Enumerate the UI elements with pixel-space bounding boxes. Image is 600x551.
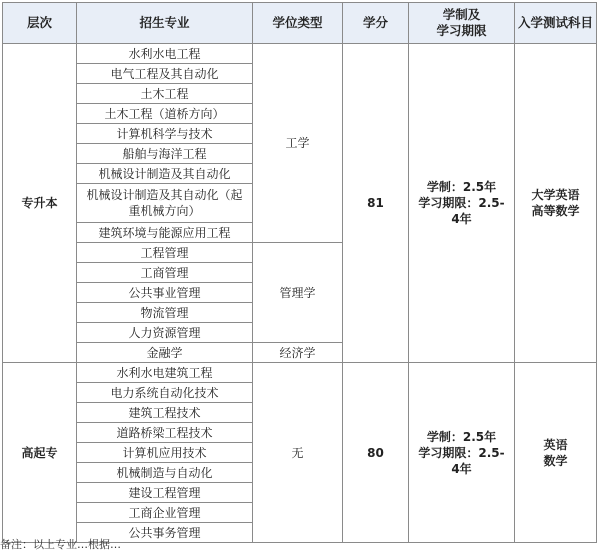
- footnote: 备注：以上专业…根据…: [0, 538, 121, 551]
- major-cell: 机械设计制造及其自动化: [77, 164, 253, 184]
- exam-cell: 英语 数学: [515, 363, 597, 543]
- header-degree: 学位类型: [253, 3, 343, 44]
- major-cell: 船舶与海洋工程: [77, 144, 253, 164]
- major-cell: 物流管理: [77, 303, 253, 323]
- header-duration: 学制及 学习期限: [409, 3, 515, 44]
- degree-cell: 无: [253, 363, 343, 543]
- degree-cell: 工学: [253, 44, 343, 243]
- table-row: [3, 363, 597, 383]
- enrollment-table: [2, 2, 597, 543]
- duration-cell: 学制：2.5年 学习期限：2.5- 4年: [409, 363, 515, 543]
- major-cell: 工商管理: [77, 263, 253, 283]
- exam-cell: 大学英语 高等数学: [515, 44, 597, 363]
- duration-cell: 学制：2.5年 学习期限：2.5- 4年: [409, 44, 515, 363]
- header-credits: 学分: [343, 3, 409, 44]
- header-row: [3, 3, 597, 44]
- degree-cell: 管理学: [253, 243, 343, 343]
- major-cell: 金融学: [77, 343, 253, 363]
- major-cell: 机械设计制造及其自动化（起 重机械方向）: [77, 184, 253, 223]
- header-level: 层次: [3, 3, 77, 44]
- major-cell: 水利水电建筑工程: [77, 363, 253, 383]
- major-cell: 公共事业管理: [77, 283, 253, 303]
- major-cell: 机械制造与自动化: [77, 463, 253, 483]
- table-row: [3, 44, 597, 64]
- major-cell: 工程管理: [77, 243, 253, 263]
- credits-cell: 80: [343, 363, 409, 543]
- major-cell: 计算机科学与技术: [77, 124, 253, 144]
- major-cell: 公共事务管理: [77, 523, 253, 543]
- major-cell: 土木工程: [77, 84, 253, 104]
- level-cell: 专升本: [3, 44, 77, 363]
- major-cell: 建筑工程技术: [77, 403, 253, 423]
- major-cell: 建筑环境与能源应用工程: [77, 223, 253, 243]
- major-cell: 人力资源管理: [77, 323, 253, 343]
- major-cell: 道路桥梁工程技术: [77, 423, 253, 443]
- major-cell: 水利水电工程: [77, 44, 253, 64]
- major-cell: 工商企业管理: [77, 503, 253, 523]
- header-exam: 入学测试科目: [515, 3, 597, 44]
- major-cell: 土木工程（道桥方向）: [77, 104, 253, 124]
- credits-cell: 81: [343, 44, 409, 363]
- table-body: [3, 44, 597, 543]
- major-cell: 电气工程及其自动化: [77, 64, 253, 84]
- major-cell: 计算机应用技术: [77, 443, 253, 463]
- major-cell: 建设工程管理: [77, 483, 253, 503]
- header-major: 招生专业: [77, 3, 253, 44]
- degree-cell: 经济学: [253, 343, 343, 363]
- level-cell: 高起专: [3, 363, 77, 543]
- major-cell: 电力系统自动化技术: [77, 383, 253, 403]
